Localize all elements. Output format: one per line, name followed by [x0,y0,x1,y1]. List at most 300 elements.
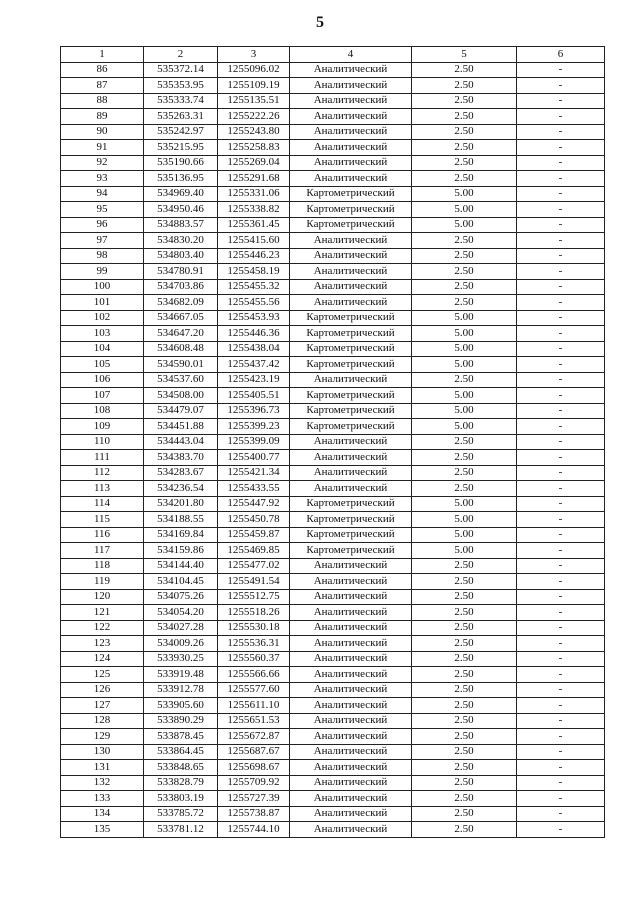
accuracy-cell: 2.50 [412,775,517,791]
y-coordinate-cell: 1255651.53 [218,713,290,729]
y-coordinate-cell: 1255361.45 [218,217,290,233]
table-row [61,574,605,590]
note-cell: - [517,651,605,667]
x-coordinate-cell: 533803.19 [144,791,218,807]
table-row [61,124,605,140]
note-cell: - [517,93,605,109]
table-row [61,326,605,342]
note-cell: - [517,310,605,326]
accuracy-cell: 2.50 [412,744,517,760]
method-cell: Аналитический [290,558,412,574]
method-cell: Аналитический [290,109,412,125]
method-cell: Аналитический [290,574,412,590]
method-cell: Аналитический [290,78,412,94]
x-coordinate-cell: 534159.86 [144,543,218,559]
point-number-cell: 134 [61,806,144,822]
accuracy-cell: 2.50 [412,589,517,605]
x-coordinate-cell: 533785.72 [144,806,218,822]
point-number-cell: 114 [61,496,144,512]
note-cell: - [517,248,605,264]
method-cell: Аналитический [290,124,412,140]
x-coordinate-cell: 534667.05 [144,310,218,326]
accuracy-cell: 2.50 [412,434,517,450]
point-number-cell: 101 [61,295,144,311]
note-cell: - [517,698,605,714]
method-cell: Аналитический [290,822,412,838]
note-cell: - [517,775,605,791]
y-coordinate-cell: 1255291.68 [218,171,290,187]
x-coordinate-cell: 534104.45 [144,574,218,590]
x-coordinate-cell: 534590.01 [144,357,218,373]
y-coordinate-cell: 1255269.04 [218,155,290,171]
y-coordinate-cell: 1255135.51 [218,93,290,109]
accuracy-cell: 2.50 [412,124,517,140]
note-cell: - [517,186,605,202]
point-number-cell: 109 [61,419,144,435]
note-cell: - [517,140,605,156]
note-cell: - [517,109,605,125]
accuracy-cell: 5.00 [412,527,517,543]
method-cell: Аналитический [290,264,412,280]
accuracy-cell: 2.50 [412,698,517,714]
method-cell: Картометрический [290,202,412,218]
accuracy-cell: 2.50 [412,62,517,78]
x-coordinate-cell: 533848.65 [144,760,218,776]
method-cell: Картометрический [290,543,412,559]
y-coordinate-cell: 1255446.23 [218,248,290,264]
method-cell: Аналитический [290,744,412,760]
table-row [61,512,605,528]
y-coordinate-cell: 1255611.10 [218,698,290,714]
method-cell: Аналитический [290,248,412,264]
accuracy-cell: 2.50 [412,620,517,636]
x-coordinate-cell: 533864.45 [144,744,218,760]
accuracy-cell: 2.50 [412,155,517,171]
point-number-cell: 123 [61,636,144,652]
table-row [61,667,605,683]
note-cell: - [517,341,605,357]
table-row [61,419,605,435]
table-row [61,403,605,419]
table-header-row [61,47,605,63]
x-coordinate-cell: 534479.07 [144,403,218,419]
y-coordinate-cell: 1255450.78 [218,512,290,528]
note-cell: - [517,729,605,745]
note-cell: - [517,512,605,528]
table-row [61,791,605,807]
y-coordinate-cell: 1255566.66 [218,667,290,683]
table-row [61,698,605,714]
y-coordinate-cell: 1255709.92 [218,775,290,791]
table-row [61,341,605,357]
point-number-cell: 121 [61,605,144,621]
y-coordinate-cell: 1255744.10 [218,822,290,838]
y-coordinate-cell: 1255446.36 [218,326,290,342]
accuracy-cell: 5.00 [412,419,517,435]
y-coordinate-cell: 1255536.31 [218,636,290,652]
table-row [61,93,605,109]
y-coordinate-cell: 1255405.51 [218,388,290,404]
accuracy-cell: 5.00 [412,310,517,326]
note-cell: - [517,202,605,218]
x-coordinate-cell: 534803.40 [144,248,218,264]
x-coordinate-cell: 534608.48 [144,341,218,357]
note-cell: - [517,388,605,404]
method-cell: Аналитический [290,279,412,295]
x-coordinate-cell: 533781.12 [144,822,218,838]
table-row [61,140,605,156]
x-coordinate-cell: 535215.95 [144,140,218,156]
note-cell: - [517,713,605,729]
accuracy-cell: 2.50 [412,605,517,621]
accuracy-cell: 2.50 [412,651,517,667]
method-cell: Аналитический [290,295,412,311]
accuracy-cell: 5.00 [412,326,517,342]
note-cell: - [517,558,605,574]
table-row [61,620,605,636]
x-coordinate-cell: 534830.20 [144,233,218,249]
point-number-cell: 99 [61,264,144,280]
point-number-cell: 120 [61,589,144,605]
table-row [61,217,605,233]
y-coordinate-cell: 1255096.02 [218,62,290,78]
point-number-cell: 91 [61,140,144,156]
note-cell: - [517,78,605,94]
table-row [61,760,605,776]
y-coordinate-cell: 1255109.19 [218,78,290,94]
method-cell: Аналитический [290,651,412,667]
point-number-cell: 113 [61,481,144,497]
point-number-cell: 125 [61,667,144,683]
table-row [61,171,605,187]
point-number-cell: 110 [61,434,144,450]
point-number-cell: 100 [61,279,144,295]
note-cell: - [517,403,605,419]
note-cell: - [517,605,605,621]
method-cell: Картометрический [290,310,412,326]
note-cell: - [517,419,605,435]
method-cell: Аналитический [290,713,412,729]
point-number-cell: 112 [61,465,144,481]
x-coordinate-cell: 533919.48 [144,667,218,683]
y-coordinate-cell: 1255455.32 [218,279,290,295]
y-coordinate-cell: 1255400.77 [218,450,290,466]
table-row [61,806,605,822]
x-coordinate-cell: 535333.74 [144,93,218,109]
point-number-cell: 106 [61,372,144,388]
x-coordinate-cell: 533890.29 [144,713,218,729]
method-cell: Картометрический [290,186,412,202]
y-coordinate-cell: 1255437.42 [218,357,290,373]
method-cell: Аналитический [290,481,412,497]
accuracy-cell: 2.50 [412,140,517,156]
coordinates-table [60,46,605,838]
x-coordinate-cell: 534054.20 [144,605,218,621]
method-cell: Аналитический [290,93,412,109]
point-number-cell: 105 [61,357,144,373]
point-number-cell: 127 [61,698,144,714]
y-coordinate-cell: 1255477.02 [218,558,290,574]
x-coordinate-cell: 534537.60 [144,372,218,388]
accuracy-cell: 2.50 [412,682,517,698]
x-coordinate-cell: 534201.80 [144,496,218,512]
method-cell: Картометрический [290,403,412,419]
table-row [61,372,605,388]
column-header: 4 [290,47,412,63]
table-row [61,78,605,94]
note-cell: - [517,574,605,590]
note-cell: - [517,667,605,683]
table-row [61,822,605,838]
point-number-cell: 103 [61,326,144,342]
note-cell: - [517,62,605,78]
accuracy-cell: 2.50 [412,264,517,280]
method-cell: Аналитический [290,791,412,807]
accuracy-cell: 5.00 [412,388,517,404]
point-number-cell: 129 [61,729,144,745]
method-cell: Аналитический [290,698,412,714]
accuracy-cell: 2.50 [412,760,517,776]
note-cell: - [517,496,605,512]
table-row [61,775,605,791]
method-cell: Картометрический [290,357,412,373]
column-header: 1 [61,47,144,63]
accuracy-cell: 2.50 [412,713,517,729]
y-coordinate-cell: 1255338.82 [218,202,290,218]
accuracy-cell: 5.00 [412,403,517,419]
method-cell: Аналитический [290,620,412,636]
table-row [61,186,605,202]
point-number-cell: 115 [61,512,144,528]
point-number-cell: 87 [61,78,144,94]
point-number-cell: 90 [61,124,144,140]
point-number-cell: 119 [61,574,144,590]
note-cell: - [517,806,605,822]
table-row [61,527,605,543]
accuracy-cell: 2.50 [412,372,517,388]
point-number-cell: 93 [61,171,144,187]
note-cell: - [517,279,605,295]
y-coordinate-cell: 1255672.87 [218,729,290,745]
x-coordinate-cell: 534027.28 [144,620,218,636]
method-cell: Аналитический [290,155,412,171]
note-cell: - [517,295,605,311]
y-coordinate-cell: 1255447.92 [218,496,290,512]
accuracy-cell: 2.50 [412,171,517,187]
point-number-cell: 92 [61,155,144,171]
table-row [61,543,605,559]
note-cell: - [517,760,605,776]
point-number-cell: 132 [61,775,144,791]
x-coordinate-cell: 534169.84 [144,527,218,543]
method-cell: Аналитический [290,605,412,621]
point-number-cell: 133 [61,791,144,807]
table-row [61,264,605,280]
accuracy-cell: 2.50 [412,248,517,264]
accuracy-cell: 5.00 [412,186,517,202]
y-coordinate-cell: 1255738.87 [218,806,290,822]
point-number-cell: 128 [61,713,144,729]
point-number-cell: 104 [61,341,144,357]
note-cell: - [517,527,605,543]
method-cell: Картометрический [290,388,412,404]
note-cell: - [517,124,605,140]
point-number-cell: 88 [61,93,144,109]
note-cell: - [517,326,605,342]
y-coordinate-cell: 1255258.83 [218,140,290,156]
note-cell: - [517,589,605,605]
note-cell: - [517,434,605,450]
accuracy-cell: 2.50 [412,791,517,807]
x-coordinate-cell: 534383.70 [144,450,218,466]
y-coordinate-cell: 1255530.18 [218,620,290,636]
point-number-cell: 89 [61,109,144,125]
table-row [61,155,605,171]
method-cell: Аналитический [290,729,412,745]
note-cell: - [517,233,605,249]
note-cell: - [517,217,605,233]
point-number-cell: 116 [61,527,144,543]
accuracy-cell: 2.50 [412,558,517,574]
table-row [61,729,605,745]
method-cell: Картометрический [290,341,412,357]
accuracy-cell: 5.00 [412,496,517,512]
method-cell: Аналитический [290,171,412,187]
y-coordinate-cell: 1255518.26 [218,605,290,621]
table-row [61,682,605,698]
column-header: 5 [412,47,517,63]
note-cell: - [517,450,605,466]
method-cell: Картометрический [290,496,412,512]
point-number-cell: 94 [61,186,144,202]
table-row [61,248,605,264]
method-cell: Аналитический [290,760,412,776]
x-coordinate-cell: 533878.45 [144,729,218,745]
point-number-cell: 108 [61,403,144,419]
note-cell: - [517,372,605,388]
table-row [61,295,605,311]
table-row [61,496,605,512]
x-coordinate-cell: 534969.40 [144,186,218,202]
table-row [61,357,605,373]
y-coordinate-cell: 1255399.23 [218,419,290,435]
point-number-cell: 111 [61,450,144,466]
y-coordinate-cell: 1255458.19 [218,264,290,280]
y-coordinate-cell: 1255423.19 [218,372,290,388]
x-coordinate-cell: 535263.31 [144,109,218,125]
y-coordinate-cell: 1255399.09 [218,434,290,450]
note-cell: - [517,357,605,373]
y-coordinate-cell: 1255560.37 [218,651,290,667]
y-coordinate-cell: 1255577.60 [218,682,290,698]
table-row [61,310,605,326]
method-cell: Аналитический [290,806,412,822]
point-number-cell: 126 [61,682,144,698]
x-coordinate-cell: 535190.66 [144,155,218,171]
x-coordinate-cell: 534009.26 [144,636,218,652]
table-row [61,434,605,450]
x-coordinate-cell: 534682.09 [144,295,218,311]
note-cell: - [517,481,605,497]
x-coordinate-cell: 533912.78 [144,682,218,698]
accuracy-cell: 2.50 [412,295,517,311]
table-row [61,744,605,760]
method-cell: Картометрический [290,217,412,233]
x-coordinate-cell: 534144.40 [144,558,218,574]
point-number-cell: 118 [61,558,144,574]
accuracy-cell: 2.50 [412,233,517,249]
x-coordinate-cell: 535136.95 [144,171,218,187]
y-coordinate-cell: 1255222.26 [218,109,290,125]
point-number-cell: 95 [61,202,144,218]
accuracy-cell: 2.50 [412,636,517,652]
note-cell: - [517,543,605,559]
y-coordinate-cell: 1255455.56 [218,295,290,311]
point-number-cell: 86 [61,62,144,78]
x-coordinate-cell: 534647.20 [144,326,218,342]
x-coordinate-cell: 533905.60 [144,698,218,714]
method-cell: Аналитический [290,450,412,466]
table-row [61,233,605,249]
y-coordinate-cell: 1255433.55 [218,481,290,497]
table-row [61,388,605,404]
column-header: 3 [218,47,290,63]
accuracy-cell: 5.00 [412,512,517,528]
x-coordinate-cell: 534508.00 [144,388,218,404]
y-coordinate-cell: 1255438.04 [218,341,290,357]
table-row [61,109,605,125]
note-cell: - [517,465,605,481]
point-number-cell: 97 [61,233,144,249]
point-number-cell: 107 [61,388,144,404]
table-row [61,713,605,729]
accuracy-cell: 2.50 [412,806,517,822]
table-row [61,605,605,621]
note-cell: - [517,155,605,171]
column-header: 6 [517,47,605,63]
y-coordinate-cell: 1255415.60 [218,233,290,249]
point-number-cell: 124 [61,651,144,667]
method-cell: Аналитический [290,682,412,698]
method-cell: Картометрический [290,419,412,435]
method-cell: Аналитический [290,62,412,78]
x-coordinate-cell: 535242.97 [144,124,218,140]
y-coordinate-cell: 1255459.87 [218,527,290,543]
y-coordinate-cell: 1255453.93 [218,310,290,326]
x-coordinate-cell: 534283.67 [144,465,218,481]
method-cell: Аналитический [290,233,412,249]
accuracy-cell: 2.50 [412,450,517,466]
note-cell: - [517,171,605,187]
y-coordinate-cell: 1255469.85 [218,543,290,559]
note-cell: - [517,620,605,636]
accuracy-cell: 5.00 [412,217,517,233]
point-number-cell: 131 [61,760,144,776]
y-coordinate-cell: 1255512.75 [218,589,290,605]
note-cell: - [517,791,605,807]
x-coordinate-cell: 533930.25 [144,651,218,667]
method-cell: Аналитический [290,465,412,481]
accuracy-cell: 2.50 [412,109,517,125]
table-row [61,651,605,667]
method-cell: Аналитический [290,140,412,156]
accuracy-cell: 2.50 [412,465,517,481]
y-coordinate-cell: 1255396.73 [218,403,290,419]
point-number-cell: 122 [61,620,144,636]
y-coordinate-cell: 1255421.34 [218,465,290,481]
accuracy-cell: 2.50 [412,822,517,838]
note-cell: - [517,264,605,280]
